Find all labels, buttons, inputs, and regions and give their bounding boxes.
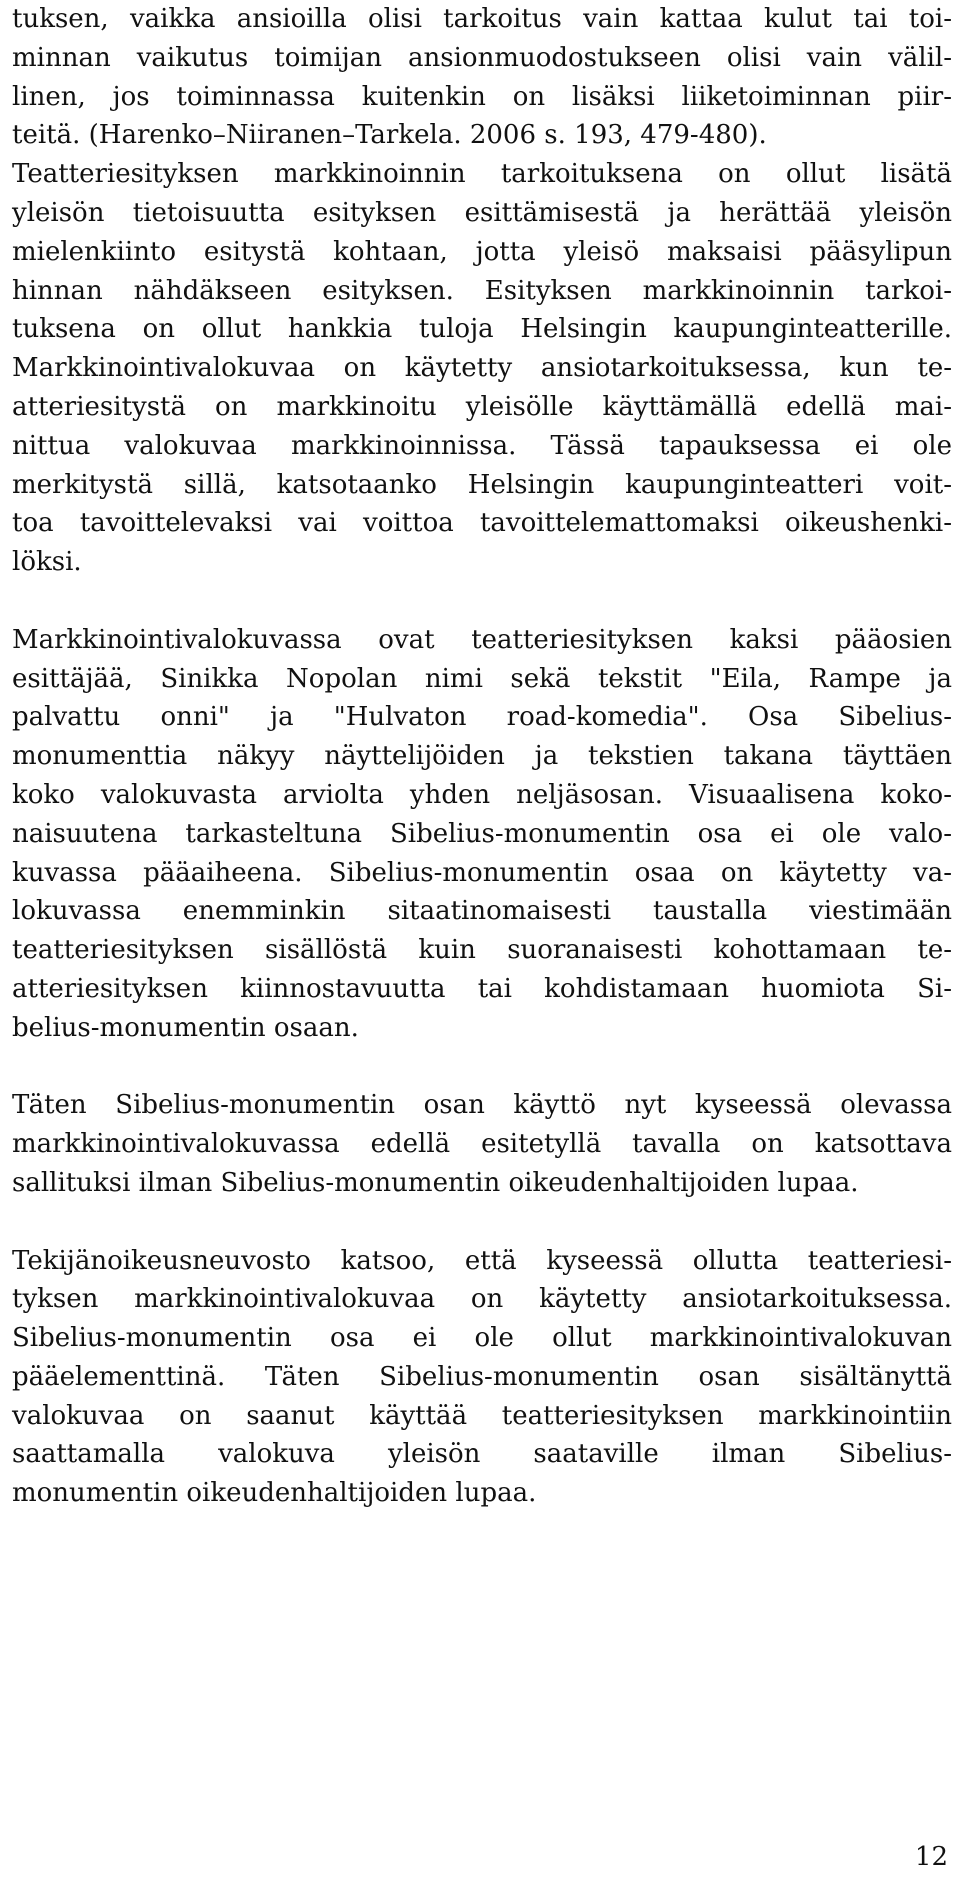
text-line: saattamalla valokuva yleisön saataville ilman Sibelius- [12, 1439, 952, 1470]
text-line: merkitystä sillä, katsotaanko Helsingin kaupunginteatteri voit- [12, 469, 952, 500]
text-line: nittua valokuvaa markkinoinnissa. Tässä tapauksessa ei ole [12, 430, 952, 461]
text-line: sallituksi ilman Sibelius-monumentin oikeudenhaltijoiden lupaa. [12, 1167, 859, 1198]
text-line: tyksen markkinointivalokuvaa on käytetty ansiotarkoituksessa. [12, 1284, 952, 1315]
text-line: teitä. (Harenko–Niiranen–Tarkela. 2006 s. 193, 479-480). [12, 120, 767, 151]
paragraph-gap [12, 1203, 952, 1242]
text-line: belius-monumentin osaan. [12, 1012, 359, 1043]
page-number: 12 [914, 1842, 948, 1872]
text-line: esittäjää, Sinikka Nopolan nimi sekä tekstit "Eila, Rampe ja [12, 663, 952, 694]
text-line: atteriesityksen kiinnostavuutta tai kohdistamaan huomiota Si- [12, 973, 952, 1004]
text-line: koko valokuvasta arviolta yhden neljäsosan. Visuaalisena koko- [12, 779, 952, 810]
text-line: mielenkiinto esitystä kohtaan, jotta yleisö maksaisi pääsylipun [12, 236, 952, 267]
text-line: lokuvassa enemminkin sitaatinomaisesti taustalla viestimään [12, 896, 952, 927]
text-line: hinnan nähdäkseen esityksen. Esityksen markkinoinnin tarkoi- [12, 275, 952, 306]
text-line: Markkinointivalokuvaa on käytetty ansiotarkoituksessa, kun te- [12, 353, 952, 384]
paragraph-1 [12, 0, 952, 155]
text-line: monumentin oikeudenhaltijoiden lupaa. [12, 1478, 537, 1509]
text-line: yleisön tietoisuutta esityksen esittämisestä ja herättää yleisön [12, 197, 952, 228]
paragraph-3 [12, 621, 952, 1048]
paragraph-gap [12, 582, 952, 621]
text-line: linen, jos toiminnassa kuitenkin on lisäksi liiketoiminnan piir- [12, 81, 952, 112]
paragraph-gap [12, 1048, 952, 1087]
paragraph-5 [12, 1242, 952, 1514]
text-line: kuvassa pääaiheena. Sibelius-monumentin osaa on käytetty va- [12, 857, 952, 888]
text-line: palvattu onni" ja "Hulvaton road-komedia". Osa Sibelius- [12, 702, 952, 733]
text-line: toa tavoittelevaksi vai voittoa tavoittelemattomaksi oikeushenki- [12, 508, 952, 539]
paragraph-4 [12, 1086, 952, 1202]
text-line: tuksen, vaikka ansioilla olisi tarkoitus vain kattaa kulut tai toi- [12, 4, 952, 34]
text-line: monumenttia näkyy näyttelijöiden ja tekstien takana täyttäen [12, 741, 952, 772]
text-line: Sibelius-monumentin osa ei ole ollut markkinointivalokuvan [12, 1323, 952, 1354]
text-line: atteriesitystä on markkinoitu yleisölle käyttämällä edellä mai- [12, 391, 952, 422]
paragraph-2 [12, 155, 952, 582]
text-line: Teatteriesityksen markkinoinnin tarkoituksena on ollut lisätä [12, 159, 952, 190]
text-line: tuksena on ollut hankkia tuloja Helsingin kaupunginteatterille. [12, 314, 952, 345]
text-line: pääelementtinä. Täten Sibelius-monumentin osan sisältänyttä [12, 1361, 952, 1392]
text-line: teatteriesityksen sisällöstä kuin suoranaisesti kohottamaan te- [12, 935, 952, 966]
text-line: minnan vaikutus toimijan ansionmuodostukseen olisi vain välil- [12, 42, 952, 73]
text-line: Markkinointivalokuvassa ovat teatteriesityksen kaksi pääosien [12, 624, 952, 655]
body-text [12, 0, 952, 1513]
text-line: Tekijänoikeusneuvosto katsoo, että kyseessä ollutta teatteriesi- [12, 1245, 952, 1276]
text-line: markkinointivalokuvassa edellä esitetyllä tavalla on katsottava [12, 1129, 952, 1160]
text-line: naisuutena tarkasteltuna Sibelius-monumentin osa ei ole valo- [12, 818, 952, 849]
text-line: valokuvaa on saanut käyttää teatteriesityksen markkinointiin [12, 1400, 952, 1431]
text-line: Täten Sibelius-monumentin osan käyttö nyt kyseessä olevassa [12, 1090, 952, 1121]
text-line: löksi. [12, 547, 82, 578]
